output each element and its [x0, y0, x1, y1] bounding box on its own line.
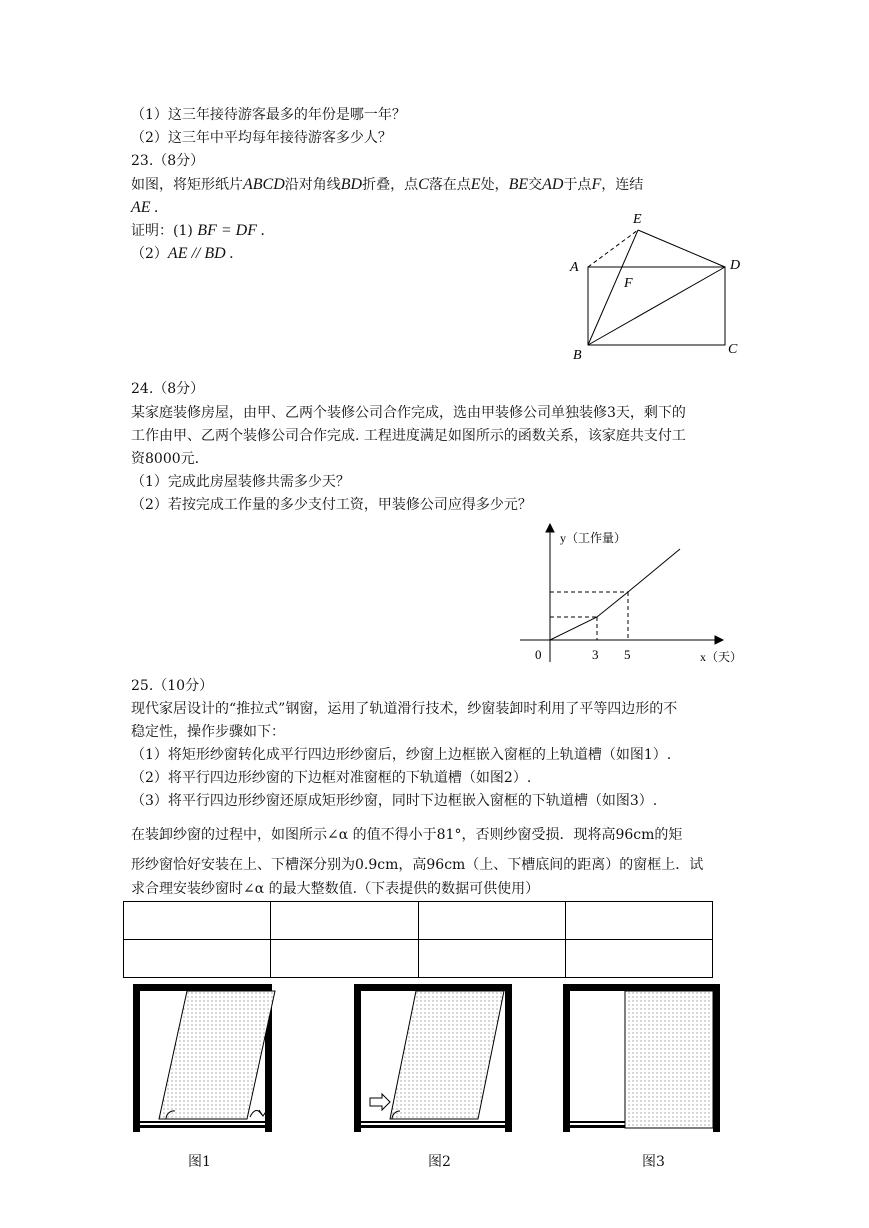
caption-figure-2: 图2 [428, 1154, 451, 1170]
q23-text: 交 [528, 177, 543, 193]
label-d: D [730, 258, 741, 273]
x-axis-label: x（天） [700, 650, 743, 664]
q23-line2: AE . [131, 199, 159, 216]
q23-proof-label: 证明：(1) [131, 223, 193, 239]
caption-figure-3: 图3 [642, 1154, 665, 1170]
q23-math: ABCD [243, 176, 285, 193]
q23-text: 于点 [563, 177, 592, 193]
label-a: A [570, 260, 579, 275]
table-cell [124, 902, 271, 940]
q24-sub2: （2）若按完成工作量的多少支付工资，甲装修公司应得多少元？ [131, 497, 532, 513]
q25-step2: （2）将平行四边形纱窗的下边框对准窗框的下轨道槽（如图2）. [131, 770, 532, 786]
table-cell [418, 902, 565, 940]
q25-step1: （1）将矩形纱窗转化成平行四边形纱窗后，纱窗上边框嵌入窗框的上轨道槽（如图1）. [131, 747, 672, 763]
q23-text: 沿对角线 [284, 177, 341, 193]
q25-para3: 求合理安装纱窗时∠α 的最大整数值.（下表提供的数据可供使用） [131, 881, 540, 897]
q23-math: BD [340, 176, 363, 193]
q22-sub1: （1）这三年接待游客最多的年份是哪一年？ [131, 107, 406, 123]
label-b: B [573, 348, 582, 363]
table-cell [271, 940, 418, 978]
q25-para2: 形纱窗恰好安装在上、下槽深分别为0.9cm，高96cm（上、下槽底间的距离）的窗框上．试 [131, 857, 704, 873]
table-cell [418, 940, 565, 978]
table-cell [565, 902, 712, 940]
q23-text: 如图，将矩形纸片 [131, 177, 243, 193]
q25-para1: 在装卸纱窗的过程中，如图所示∠α 的值不得小于81°，否则纱窗受损．现将高96cm的矩 [131, 827, 683, 843]
label-c: C [728, 342, 738, 357]
q25-heading: 25.（10分） [131, 678, 214, 694]
caption-figure-1: 图1 [188, 1154, 211, 1170]
q25-line2: 稳定性，操作步骤如下： [131, 724, 285, 740]
table-row [124, 940, 713, 978]
table-cell [124, 940, 271, 978]
q24-heading: 24.（8分） [131, 381, 205, 397]
q23-text: 折叠，点 [362, 177, 419, 193]
q23-line1 [131, 176, 643, 194]
q23-proof1-math: BF = DF . [197, 222, 265, 239]
q23-math: C [418, 176, 429, 193]
q24-sub1: （1）完成此房屋装修共需多少天？ [131, 474, 350, 490]
q24-line2: 工作由甲、乙两个装修公司合作完成. 工程进度满足如图所示的函数关系，该家庭共支付工 [131, 428, 686, 444]
q24-line1: 某家庭装修房屋，由甲、乙两个装修公司合作完成，选由甲装修公司单独装修3天，剩下的 [131, 405, 686, 421]
q23-math: E [470, 176, 481, 193]
table-cell [565, 940, 712, 978]
q25-line1: 现代家居设计的“推拉式”钢窗，运用了轨道滑行技术，纱窗装卸时利用了平等四边形的不 [131, 701, 678, 717]
q23-math: BE [508, 176, 529, 193]
figure-1 [133, 984, 275, 1132]
q23-text: ，连结 [601, 177, 644, 193]
origin-label: 0 [535, 647, 542, 662]
q24-graph [520, 520, 750, 670]
tick-3: 3 [592, 647, 599, 662]
q23-text: 处， [480, 177, 509, 193]
diagonal-bd [588, 267, 725, 345]
q23-fold-figure [560, 205, 760, 365]
progress-line [550, 549, 680, 640]
q23-heading: 23.（8分） [131, 153, 205, 169]
x-axis-arrow [715, 636, 723, 644]
table-cell [271, 902, 418, 940]
q23-text: 落在点 [428, 177, 471, 193]
q23-math: AD [542, 176, 564, 193]
label-f: F [624, 276, 633, 291]
figure-2 [354, 984, 512, 1132]
window-figures [120, 980, 730, 1140]
q22-sub2: （2）这三年中平均每年接待游客多少人？ [131, 130, 392, 146]
figure-3 [563, 984, 720, 1132]
q25-step3: （3）将平行四边形纱窗还原成矩形纱窗，同时下边框嵌入窗框的下轨道槽（如图3）. [131, 793, 658, 809]
y-axis-label: y（工作量） [560, 531, 627, 545]
q24-line3: 资8000元. [131, 451, 200, 467]
tick-5: 5 [624, 647, 631, 662]
q23-proof1 [131, 222, 265, 240]
q23-proof2-label: （2） [131, 246, 168, 262]
table-row [124, 902, 713, 940]
segment-ed [638, 230, 725, 267]
data-table [123, 901, 713, 978]
label-e: E [633, 212, 642, 227]
y-axis-arrow [546, 524, 554, 532]
q23-proof2-math: AE // BD . [167, 245, 234, 262]
q23-math: F [591, 176, 602, 193]
q23-proof2 [131, 245, 234, 263]
